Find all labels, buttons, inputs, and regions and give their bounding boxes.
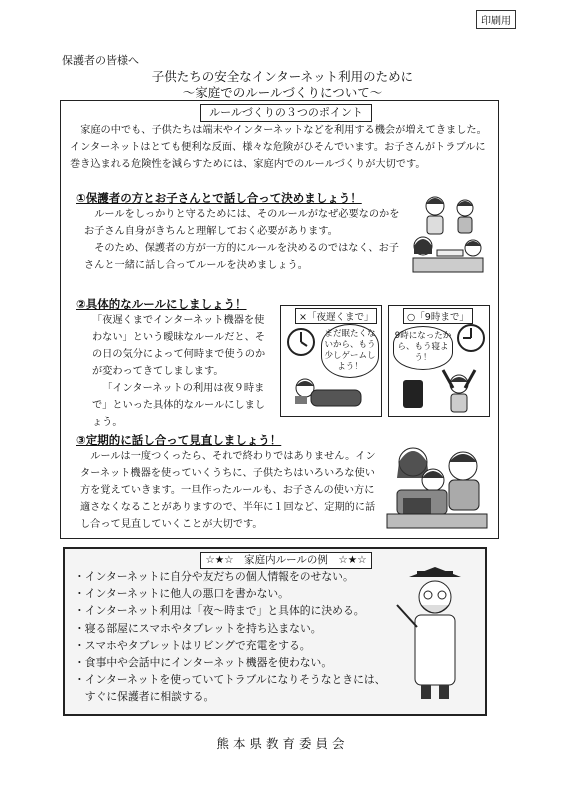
footer-issuer: 熊本県教育委員会 (216, 736, 349, 751)
title-line-2: ～家庭でのルールづくりについて～ (182, 85, 383, 100)
bad-example-label: ×「夜遅くまで」 (295, 308, 377, 324)
family-computer-illustration (383, 440, 491, 532)
intro-text: 家庭の中でも、子供たちは端末やインターネットなどを利用する機会が増えてきました。インターネットはとても便利な反面、様々な危険がひそんでいます。お子さんがトラブルに巻き込まれる危険性を減らすためには、家庭内でのルールづくりが大切です。 (70, 125, 487, 170)
section2-para1: 「夜遅くまでインターネット機器を使わない」という曖昧なルールだと、その日の気分によって何時まで使うのかが変わってきてしまします。 (92, 315, 266, 377)
good-example-panel (388, 305, 490, 417)
section3-body: ルールは一度つくったら、それで終わりではありません。インターネット機器を使っていくうちに、子供たちはいろいろな使い方を覚えていきます。一旦作ったルールも、お子さんの使い方に適さなくなることがありますので、半年に１回など、定期的に話し合って見直していくことが大切です。 (80, 451, 376, 530)
points-heading: ルールづくりの３つのポイント (200, 104, 372, 122)
child-stretching-illustration (397, 366, 487, 414)
clock-icon (455, 322, 487, 354)
section1-body (84, 206, 402, 274)
bad-example-panel (280, 305, 382, 417)
list-item: すぐに保護者に相談する。 (74, 690, 215, 704)
list-item: ・寝る部屋にスマホやタブレットを持ち込まない。 (74, 621, 322, 635)
list-item: ・インターネットに自分や友だちの個人情報をのせない。 (74, 570, 354, 583)
section1-para1: ルールをしっかりと守るためには、そのルールがなぜ必要なのかをお子さん自身がきちんと理解しておく必要があります。 (84, 209, 400, 237)
greeting: 保護者の皆様へ (62, 54, 139, 67)
family-discussion-illustration (405, 188, 490, 278)
good-example-label: ○「9時まで」 (403, 308, 473, 324)
tablet-icon (403, 380, 423, 408)
section3-title (76, 432, 281, 448)
print-badge: 印刷用 (476, 10, 516, 29)
section2-body (92, 312, 267, 431)
title-line-1: 子供たちの安全なインターネット利用のために (151, 69, 414, 84)
clock-icon (285, 326, 317, 358)
list-item: ・スマホやタブレットはリビングで充電をする。 (74, 638, 311, 652)
section2-title (76, 296, 247, 312)
list-item: ・インターネットに他人の悪口を書かない。 (74, 587, 289, 601)
child-gaming-illustration (287, 374, 377, 414)
good-example-bubble: 9時になったから、もう寝よう！ (393, 326, 453, 370)
pointer-stick (397, 605, 417, 627)
list-item: ・インターネットを使っていてトラブルになりそうなときには、 (74, 673, 386, 687)
list-item: ・食事中や会話中にインターネット機器を使わない。 (74, 656, 333, 670)
section3-title-text: ③定期的に話し合って見直しましょう！ (76, 433, 282, 447)
section1-title-text: ①保護者の方とお子さんとで話し合って決めましょう！ (76, 191, 362, 205)
professor-illustration (395, 565, 480, 705)
rule-examples-heading: ☆★☆ 家庭内ルールの例 ☆★☆ (200, 552, 372, 569)
section1-title (76, 190, 362, 206)
bad-example-bubble: まだ眠たくないから、もう少しゲームしよう！ (321, 324, 379, 378)
section1-para2: そのため、保護者の方が一方的にルールを決めるのではなく、お子さんと一緒に話し合ってルールを決めましょう。 (84, 243, 399, 271)
list-item: ・インターネット利用は「夜～時まで」と具体的に決める。 (74, 604, 365, 618)
rule-examples-list (74, 568, 414, 706)
section2-para2: 「インターネットの利用は夜９時まで」といった具体的なルールにしましょう。 (92, 383, 265, 428)
section2-title-text: ②具体的なルールにしましょう！ (76, 297, 247, 311)
laptop-icon (403, 498, 431, 514)
